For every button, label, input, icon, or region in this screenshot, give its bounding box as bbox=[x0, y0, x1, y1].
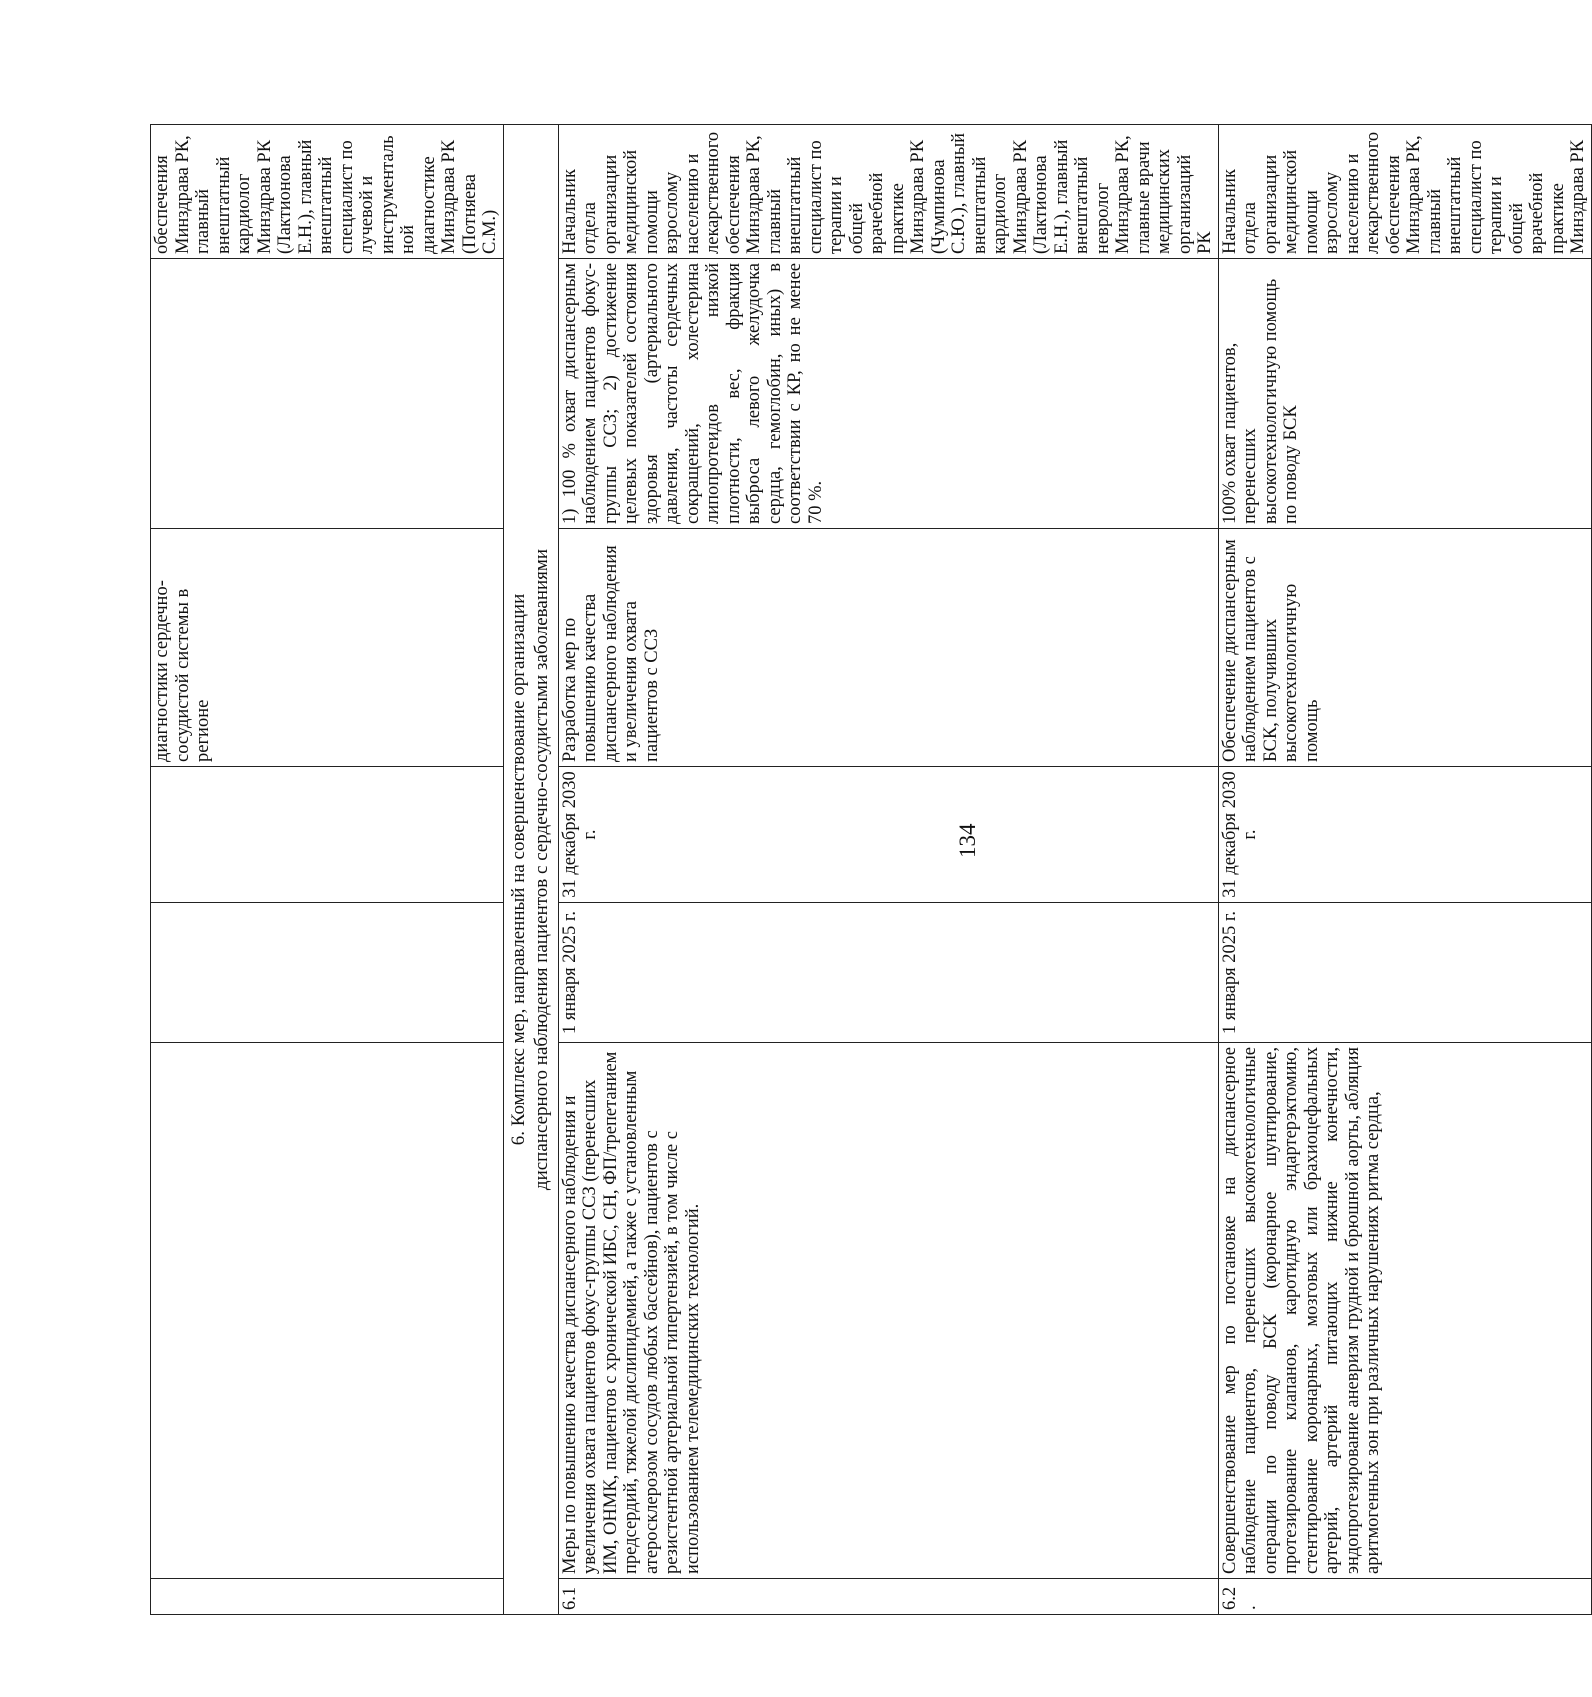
event-description: Обеспечение диспансерным наблюдением пациентов с БСК, получивших высокотехнологичную помощь bbox=[1218, 529, 1591, 767]
table-row-continuation bbox=[151, 125, 504, 1615]
section-title-line2: диспансерного наблюдения пациентов с сердечно-сосудистыми заболеваниями bbox=[530, 548, 552, 1191]
expected-result: 100% охват пациентов, перенесших высокотехнологичную помощь по поводу БСК bbox=[1218, 259, 1591, 529]
end-date: 31 декабря 2030 г. bbox=[558, 767, 1218, 903]
table-row bbox=[558, 125, 1218, 1615]
rotated-page-content bbox=[150, 125, 1588, 1615]
row-number: 6.1 bbox=[558, 1579, 1218, 1615]
measure-name: Совершенствование мер по постановке на диспансерное наблюдение пациентов, перенесших высокотехнологичные операции по поводу БСК (коронарное шунтирование, протезирование клапанов, каротидную эндартерэктомию, стентирование коронарных, мозговых или брахиоцефальных артерий, артерий питающих нижние конечности, эндопротезирование аневризм грудной и брюшной аорты, абляция аритмогенных зон при различных нарушениях ритма сердца, bbox=[1218, 1043, 1591, 1579]
section-heading-row bbox=[503, 125, 558, 1615]
end-date: 31 декабря 2030 г. bbox=[1218, 767, 1591, 903]
start-date: 1 января 2025 г. bbox=[1218, 903, 1591, 1043]
cell-empty bbox=[151, 903, 504, 1043]
table-row bbox=[1218, 125, 1591, 1615]
start-date: 1 января 2025 г. bbox=[558, 903, 1218, 1043]
responsible-persons: Начальник отдела организации медицинской помощи взрослому населению и лекарственного обеспечения Минздрава РК, главный внештатный специалист по терапии и общей врачебной практике Минздрава РК bbox=[1218, 125, 1591, 259]
section-title bbox=[503, 125, 558, 1615]
cell-empty bbox=[151, 259, 504, 529]
responsible-persons: Начальник отдела организации медицинской помощи взрослому населению и лекарственного обеспечения Минздрава РК, главный внештатный специалист по терапии и общей врачебной практике Минздрава РК (Чумпинова С.Ю.), главный внештатный кардиолог Минздрава РК (Лактионова Е.Н.), главный внештатный невролог Минздрава РК, главные врачи медицинских организаций РК bbox=[558, 125, 1218, 259]
page-number: 134 bbox=[955, 823, 980, 858]
expected-result: 1) 100 % охват диспансерным наблюдением пациентов фокус-группы ССЗ; 2) достижение целевых показателей состояния здоровья (артериального давления, частоты сердечных сокращений, холестерина липопротеидов низкой плотности, вес, фракция выброса левого желудочка сердца, гемоглобин, иных) в соответствии с КР, но не менее 70 %. bbox=[558, 259, 1218, 529]
cell-empty bbox=[151, 1043, 504, 1579]
measures-table bbox=[150, 124, 1592, 1615]
cell-empty bbox=[151, 1579, 504, 1615]
cell-event: диагностики сердечно-сосудистой системы в регионе bbox=[151, 529, 504, 767]
event-description: Разработка мер по повышению качества диспансерного наблюдения и увеличения охвата пациентов с ССЗ bbox=[558, 529, 1218, 767]
cell-responsible: обеспечения Минздрава РК, главный внештатный кардиолог Минздрава РК (Лактионова Е.Н.), главный внештатный специалист по лучевой и инструментальной диагностике Минздрава РК (Потняева С.М.) bbox=[151, 125, 504, 259]
row-number: 6.2. bbox=[1218, 1579, 1591, 1615]
measure-name: Меры по повышению качества диспансерного наблюдения и увеличения охвата пациентов фокус-группы ССЗ (перенесших ИМ, ОНМК, пациентов с хронической ИБС, СН, ФП/трепетанием предсердий, тяжелой дислипидемией, а также с установленным атеросклерозом сосудов любых бассейнов), пациентов с резистентной артериальной гипертензией, в том числе с использованием телемедицинских технологий. bbox=[558, 1043, 1218, 1579]
cell-empty bbox=[151, 767, 504, 903]
section-title-line1: 6. Комплекс мер, направленный на совершенствование организации bbox=[507, 593, 529, 1146]
